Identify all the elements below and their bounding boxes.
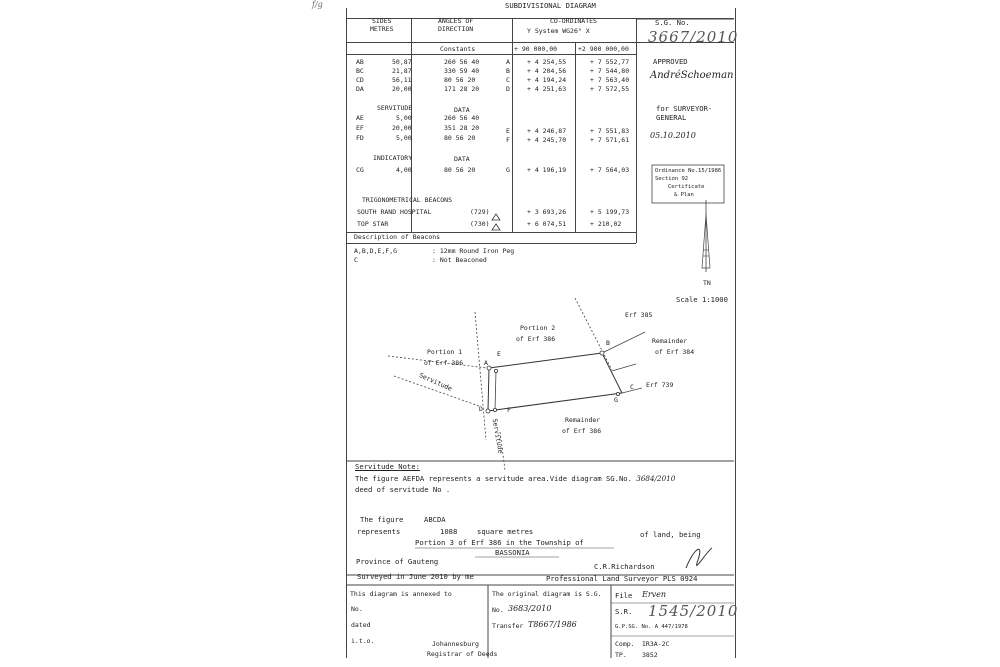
row-len: 5,00 bbox=[396, 114, 412, 122]
beacon-y: + 3 693,26 bbox=[527, 208, 567, 216]
annexed-ito: i.t.o. bbox=[351, 637, 375, 645]
transfer-label: Transfer bbox=[492, 622, 524, 630]
col-sides: SIDES METRES bbox=[370, 17, 394, 33]
row-y: + 4 246,87 bbox=[527, 127, 567, 135]
sheet-title: SUBDIVISIONAL DIAGRAM bbox=[505, 1, 596, 10]
gpsg-number: G.P.SG. No. A 447/1978 bbox=[615, 624, 688, 630]
label-servitude-south: Servitude bbox=[490, 417, 505, 455]
row-y: + 4 254,55 bbox=[527, 58, 567, 66]
row-x: + 7 544,80 bbox=[590, 67, 630, 75]
beacon-num: (729) bbox=[470, 208, 490, 216]
johannesburg: Johannesburg bbox=[432, 640, 479, 648]
beacon-x: + 5 199,73 bbox=[590, 208, 630, 216]
row-len: 4,00 bbox=[396, 166, 412, 174]
point-e: E bbox=[497, 350, 501, 358]
beacon-desc-title: Description of Beacons bbox=[354, 233, 441, 241]
constants-label: Constants bbox=[440, 45, 476, 53]
beacon-desc-text: : 12mm Round Iron Peg bbox=[432, 247, 515, 255]
servitude-note-line1 bbox=[355, 474, 675, 483]
row-angle: 260 56 40 bbox=[444, 114, 480, 122]
trig-beacon-icon bbox=[492, 224, 500, 230]
annexed-dated: dated bbox=[351, 621, 371, 629]
ordinance-line2: Section 92 bbox=[655, 176, 689, 182]
point-d: D bbox=[479, 405, 483, 413]
tp-label: TP. bbox=[615, 651, 627, 659]
surveyor-title: Professional Land Surveyor PLS 0924 bbox=[546, 574, 698, 583]
row-side: FD bbox=[356, 134, 364, 142]
orig-label: The original diagram is S.G. bbox=[492, 590, 602, 598]
beacon-x: + 210,02 bbox=[590, 220, 622, 228]
row-side: AE bbox=[356, 114, 364, 122]
row-angle: 80 56 20 bbox=[444, 76, 476, 84]
figure-units: square metres bbox=[477, 527, 534, 536]
row-x: + 7 552,77 bbox=[590, 58, 630, 66]
row-side: CD bbox=[356, 76, 364, 84]
transfer-number: T8667/1986 bbox=[528, 620, 577, 629]
row-side: BC bbox=[356, 67, 364, 75]
file-value: Erven bbox=[642, 590, 667, 599]
orig-no: No. bbox=[492, 606, 504, 614]
beacon-desc-points: A,B,D,E,F,G bbox=[354, 247, 398, 255]
sr-number: 1545/2010 bbox=[648, 602, 739, 620]
comp-label: Comp. bbox=[615, 640, 635, 648]
constant-x: +2 900 000,00 bbox=[578, 45, 629, 53]
point-b: B bbox=[606, 339, 610, 347]
for-surveyor-general: for SURVEYOR- GENERAL bbox=[656, 104, 713, 122]
servitude-note-text: The figure AEFDA represents a servitude area.Vide diagram SG.No. bbox=[355, 474, 632, 483]
constant-y: + 90 000,00 bbox=[514, 45, 558, 53]
province: Province of Gauteng bbox=[356, 557, 439, 566]
row-pt: B bbox=[506, 67, 510, 75]
row-len: 20,00 bbox=[392, 124, 412, 132]
label-rem384-erf: of Erf 384 bbox=[655, 348, 695, 356]
row-x: + 7 564,03 bbox=[590, 166, 630, 174]
beacons-title: TRIGONOMETRICAL BEACONS bbox=[362, 196, 453, 204]
servitude-deed-text: deed of servitude No bbox=[355, 485, 442, 494]
pen-signature-mark bbox=[686, 548, 712, 568]
col-angles: ANGLES OF DIRECTION bbox=[438, 17, 474, 33]
row-pt: G bbox=[506, 166, 510, 174]
beacon-name: SOUTH RAND HOSPITAL bbox=[357, 208, 432, 216]
label-portion1: Portion 1 bbox=[427, 348, 463, 356]
ordinance-line1: Ordinance No.15/1986 bbox=[655, 168, 722, 174]
orig-number: 3683/2010 bbox=[508, 604, 552, 613]
row-x: + 7 551,83 bbox=[590, 127, 630, 135]
indicatory-data: DATA bbox=[454, 155, 470, 163]
row-side: DA bbox=[356, 85, 364, 93]
point-a: A bbox=[484, 359, 488, 367]
col-coords: CO-ORDINATES bbox=[550, 17, 597, 25]
row-len: 5,00 bbox=[396, 134, 412, 142]
registrar: Registrar of Deeds bbox=[427, 650, 498, 658]
label-portion1-erf: of Erf 386 bbox=[424, 359, 464, 367]
label-rem384: Remainder bbox=[652, 337, 688, 345]
approved-label: APPROVED bbox=[653, 57, 688, 66]
surveyor-name: C.R.Richardson bbox=[594, 562, 655, 571]
surveyed-line: Surveyed in June 2010 by me bbox=[357, 572, 474, 581]
row-side: EF bbox=[356, 124, 364, 132]
row-angle: 330 59 40 bbox=[444, 67, 480, 75]
sg-number: 3667/2010 bbox=[648, 28, 739, 46]
row-pt: D bbox=[506, 85, 510, 93]
row-len: 56,11 bbox=[392, 76, 412, 84]
sr-label: S.R. bbox=[615, 607, 633, 616]
label-servitude-west: Servitude bbox=[417, 371, 454, 393]
point-g: G bbox=[614, 396, 618, 404]
servitude-data: DATA bbox=[454, 106, 470, 114]
annexed-no: No. bbox=[351, 605, 363, 613]
ordinance-line4: & Plan bbox=[674, 192, 694, 198]
annexed-label: This diagram is annexed to bbox=[350, 590, 452, 598]
scale-label: Scale 1:1000 bbox=[676, 295, 728, 304]
row-x: + 7 563,40 bbox=[590, 76, 630, 84]
beacon-name: TOP STAR bbox=[357, 220, 389, 228]
trig-beacon-icon bbox=[492, 214, 500, 220]
ordinance-line3: Certificate bbox=[668, 184, 705, 190]
row-x: + 7 571,61 bbox=[590, 136, 630, 144]
row-y: + 4 204,56 bbox=[527, 67, 567, 75]
point-f: F bbox=[507, 406, 511, 414]
beacon-y: + 6 074,51 bbox=[527, 220, 567, 228]
row-y: + 4 245,70 bbox=[527, 136, 567, 144]
row-angle: 351 28 20 bbox=[444, 124, 480, 132]
figure-area: 1088 bbox=[440, 527, 458, 536]
row-len: 20,00 bbox=[392, 85, 412, 93]
servitude-note-title: Servitude Note: bbox=[355, 462, 420, 471]
row-side: CG bbox=[356, 166, 364, 174]
row-pt: F bbox=[506, 136, 510, 144]
row-pt: E bbox=[506, 127, 510, 135]
label-rem386: Remainder bbox=[565, 416, 601, 424]
label-rem386-erf: of Erf 386 bbox=[562, 427, 602, 435]
servitude-deed-end: . bbox=[445, 485, 451, 494]
figure-portion: Portion 3 of Erf 386 in the Township of bbox=[415, 538, 584, 547]
approval-signature: AndréSchoeman bbox=[650, 70, 734, 81]
row-pt: C bbox=[506, 76, 510, 84]
row-len: 50,87 bbox=[392, 58, 412, 66]
row-len: 21,87 bbox=[392, 67, 412, 75]
label-erf739: Erf 739 bbox=[646, 381, 674, 389]
point-c: C bbox=[630, 383, 634, 391]
label-portion2-erf: of Erf 386 bbox=[516, 335, 556, 343]
row-angle: 80 56 20 bbox=[444, 134, 476, 142]
row-angle: 80 56 20 bbox=[444, 166, 476, 174]
north-label: TN bbox=[703, 279, 711, 287]
servitude-diagram-number: 3684/2010 bbox=[636, 474, 676, 483]
file-label: File bbox=[615, 591, 633, 600]
row-angle: 260 56 40 bbox=[444, 58, 480, 66]
row-y: + 4 251,63 bbox=[527, 85, 567, 93]
row-side: AB bbox=[356, 58, 364, 66]
corner-mark: f/g bbox=[312, 0, 323, 9]
figure-line1-a: The figure bbox=[360, 515, 404, 524]
approval-date: 05.10.2010 bbox=[650, 131, 696, 140]
servitude-note-line2 bbox=[355, 485, 450, 494]
coord-system: Y System WG26° X bbox=[527, 27, 590, 35]
row-x: + 7 572,55 bbox=[590, 85, 630, 93]
row-pt: A bbox=[506, 58, 510, 66]
row-angle: 171 28 20 bbox=[444, 85, 480, 93]
beacon-num: (730) bbox=[470, 220, 490, 228]
figure-line2-d: of land, being bbox=[640, 530, 701, 539]
figure-line2-a: represents bbox=[357, 527, 401, 536]
indicatory-label: INDICATORY bbox=[373, 154, 413, 162]
sg-label: S.G. No. bbox=[655, 18, 690, 27]
beacon-desc-points: C bbox=[354, 256, 358, 264]
figure-line1-b: ABCDA bbox=[424, 515, 446, 524]
label-erf385: Erf 385 bbox=[625, 311, 653, 319]
servitude-label: SERVITUDE bbox=[377, 104, 413, 112]
row-y: + 4 196,19 bbox=[527, 166, 567, 174]
beacon-desc-text: : Not Beaconed bbox=[432, 256, 487, 264]
row-y: + 4 194,24 bbox=[527, 76, 567, 84]
label-portion2: Portion 2 bbox=[520, 324, 556, 332]
comp-value: IR3A-2C bbox=[642, 640, 670, 648]
tp-value: 3852 bbox=[642, 651, 658, 659]
figure-township: BASSONIA bbox=[495, 548, 530, 557]
